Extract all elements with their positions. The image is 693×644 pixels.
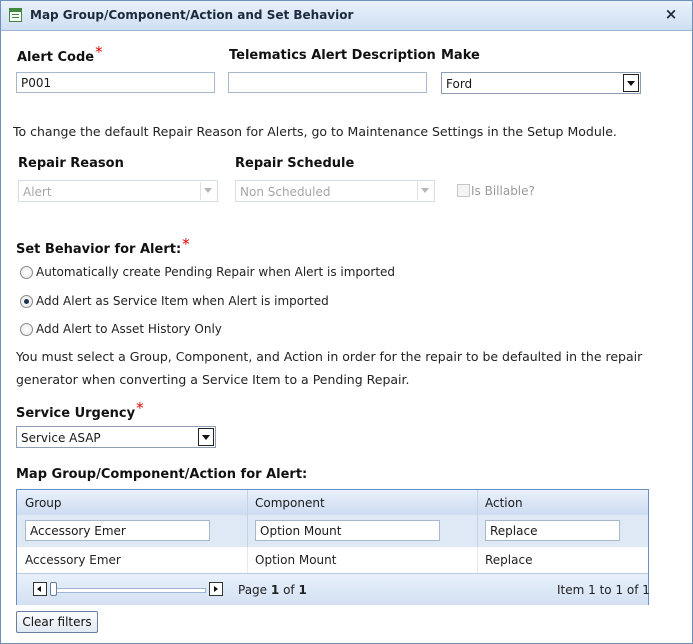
mapping-grid (16, 489, 649, 605)
radio-button[interactable] (20, 295, 33, 308)
table-row[interactable] (17, 547, 648, 573)
repair-reason-label: Repair Reason (18, 156, 124, 171)
radio-label: Automatically create Pending Repair when Alert is imported (36, 265, 396, 279)
chevron-down-icon[interactable] (198, 428, 214, 446)
alert-code-label: Alert Code* (17, 43, 103, 65)
column-divider (477, 515, 478, 547)
filter-row (17, 515, 648, 548)
radio-label: Add Alert to Asset History Only (36, 322, 222, 336)
radio-button[interactable] (20, 323, 33, 336)
action-filter-input[interactable]: Replace (485, 520, 620, 541)
required-marker: * (95, 43, 103, 61)
close-icon[interactable]: × (664, 5, 678, 23)
grid-header (17, 490, 648, 516)
service-urgency-select[interactable] (16, 426, 216, 448)
alert-code-input[interactable]: P001 (16, 72, 215, 93)
page-indicator: Page 1 of 1 (238, 583, 307, 597)
make-select[interactable] (441, 72, 641, 94)
column-divider (477, 547, 478, 573)
chevron-down-icon (200, 182, 216, 200)
page-slider-track[interactable] (52, 588, 206, 593)
column-divider (477, 490, 478, 515)
requirement-note-line2: generator when converting a Service Item to a Pending Repair. (16, 372, 410, 387)
form-icon (9, 8, 22, 22)
repair-reason-value: Alert (23, 185, 52, 199)
make-value: Ford (446, 77, 473, 91)
component-filter-input[interactable]: Option Mount (255, 520, 440, 541)
repair-schedule-label: Repair Schedule (235, 156, 355, 171)
page-slider-thumb[interactable] (50, 582, 57, 596)
radio-label: Add Alert as Service Item when Alert is imported (36, 294, 329, 308)
radio-button[interactable] (20, 266, 33, 279)
grid-pager (17, 573, 648, 605)
telematics-description-input[interactable] (228, 72, 427, 93)
item-summary: Item 1 to 1 of 1 (557, 583, 650, 597)
group-filter-input[interactable]: Accessory Emer (25, 520, 210, 541)
column-divider (247, 547, 248, 573)
is-billable-label: Is Billable? (471, 184, 535, 198)
column-header-group[interactable]: Group (25, 496, 62, 510)
behavior-label: Set Behavior for Alert:* (16, 235, 190, 257)
next-page-icon[interactable] (209, 582, 223, 596)
column-header-component[interactable]: Component (255, 496, 325, 510)
make-label: Make (441, 48, 480, 63)
clear-filters-button[interactable]: Clear filters (16, 611, 98, 633)
map-section-label: Map Group/Component/Action for Alert: (16, 467, 308, 482)
telematics-description-label: Telematics Alert Description (229, 48, 436, 63)
is-billable-checkbox (457, 184, 470, 197)
action-cell: Replace (485, 553, 533, 567)
requirement-note-line1: You must select a Group, Component, and Action in order for the repair to be defaulted in the repair (16, 349, 643, 364)
repair-reason-select (18, 180, 218, 202)
column-header-action[interactable]: Action (485, 496, 523, 510)
required-marker: * (136, 399, 144, 417)
previous-page-icon[interactable] (33, 582, 47, 596)
chevron-down-icon[interactable] (623, 74, 639, 92)
required-marker: * (182, 235, 190, 253)
info-text: To change the default Repair Reason for Alerts, go to Maintenance Settings in the Setup Module. (13, 124, 617, 139)
column-divider (247, 490, 248, 515)
title-bar (1, 1, 692, 31)
repair-schedule-select (235, 180, 435, 202)
group-cell: Accessory Emer (25, 553, 121, 567)
repair-schedule-value: Non Scheduled (240, 185, 331, 199)
service-urgency-label: Service Urgency* (16, 399, 144, 421)
column-divider (247, 515, 248, 547)
chevron-down-icon (417, 182, 433, 200)
window-title: Map Group/Component/Action and Set Behavior (30, 8, 354, 22)
component-cell: Option Mount (255, 553, 337, 567)
service-urgency-value: Service ASAP (21, 431, 101, 445)
